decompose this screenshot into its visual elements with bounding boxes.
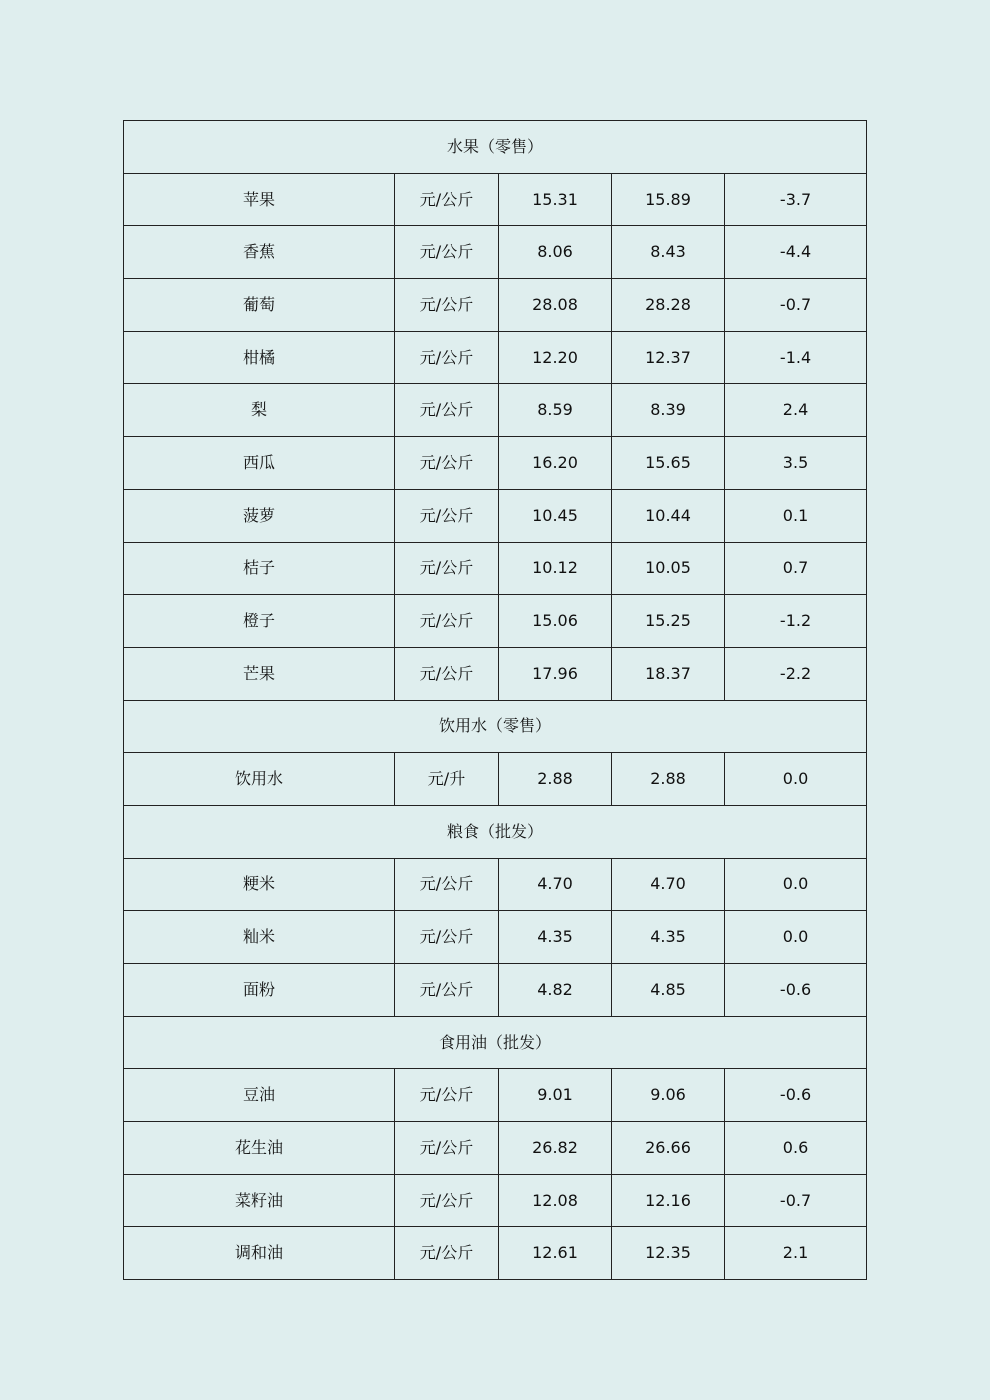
previous-price-cell: 9.06 xyxy=(612,1069,725,1122)
item-name-cell: 梨 xyxy=(124,384,395,437)
previous-price-cell: 10.05 xyxy=(612,542,725,595)
change-percent-cell: 2.4 xyxy=(725,384,867,437)
change-percent-cell: 3.5 xyxy=(725,437,867,490)
change-percent-cell: 0.0 xyxy=(725,858,867,911)
table-row xyxy=(124,753,867,806)
current-price-cell: 4.70 xyxy=(499,858,612,911)
change-percent-cell: -1.4 xyxy=(725,331,867,384)
change-percent-cell: 0.0 xyxy=(725,753,867,806)
unit-cell: 元/公斤 xyxy=(395,226,499,279)
current-price-cell: 15.06 xyxy=(499,595,612,648)
table-row xyxy=(124,595,867,648)
unit-cell: 元/公斤 xyxy=(395,1069,499,1122)
section-title: 饮用水（零售） xyxy=(124,700,867,753)
table-row xyxy=(124,964,867,1017)
item-name-cell: 西瓜 xyxy=(124,437,395,490)
change-percent-cell: -2.2 xyxy=(725,647,867,700)
current-price-cell: 26.82 xyxy=(499,1122,612,1175)
change-percent-cell: -1.2 xyxy=(725,595,867,648)
change-percent-cell: -0.6 xyxy=(725,964,867,1017)
change-percent-cell: -3.7 xyxy=(725,173,867,226)
current-price-cell: 12.61 xyxy=(499,1227,612,1280)
item-name-cell: 苹果 xyxy=(124,173,395,226)
unit-cell: 元/公斤 xyxy=(395,279,499,332)
current-price-cell: 4.82 xyxy=(499,964,612,1017)
current-price-cell: 16.20 xyxy=(499,437,612,490)
change-percent-cell: 0.6 xyxy=(725,1122,867,1175)
change-percent-cell: 2.1 xyxy=(725,1227,867,1280)
current-price-cell: 8.06 xyxy=(499,226,612,279)
previous-price-cell: 12.16 xyxy=(612,1174,725,1227)
item-name-cell: 香蕉 xyxy=(124,226,395,279)
section-header-row xyxy=(124,1016,867,1069)
unit-cell: 元/公斤 xyxy=(395,437,499,490)
section-header-row xyxy=(124,805,867,858)
previous-price-cell: 12.37 xyxy=(612,331,725,384)
item-name-cell: 桔子 xyxy=(124,542,395,595)
previous-price-cell: 28.28 xyxy=(612,279,725,332)
current-price-cell: 8.59 xyxy=(499,384,612,437)
previous-price-cell: 15.89 xyxy=(612,173,725,226)
unit-cell: 元/公斤 xyxy=(395,595,499,648)
change-percent-cell: -0.6 xyxy=(725,1069,867,1122)
item-name-cell: 饮用水 xyxy=(124,753,395,806)
previous-price-cell: 18.37 xyxy=(612,647,725,700)
current-price-cell: 9.01 xyxy=(499,1069,612,1122)
table-row xyxy=(124,173,867,226)
item-name-cell: 调和油 xyxy=(124,1227,395,1280)
table-row xyxy=(124,1174,867,1227)
change-percent-cell: -0.7 xyxy=(725,1174,867,1227)
change-percent-cell: 0.7 xyxy=(725,542,867,595)
unit-cell: 元/公斤 xyxy=(395,1174,499,1227)
unit-cell: 元/公斤 xyxy=(395,489,499,542)
previous-price-cell: 26.66 xyxy=(612,1122,725,1175)
current-price-cell: 12.08 xyxy=(499,1174,612,1227)
section-title: 水果（零售） xyxy=(124,121,867,174)
previous-price-cell: 12.35 xyxy=(612,1227,725,1280)
current-price-cell: 10.45 xyxy=(499,489,612,542)
table-row xyxy=(124,858,867,911)
section-title: 食用油（批发） xyxy=(124,1016,867,1069)
previous-price-cell: 2.88 xyxy=(612,753,725,806)
unit-cell: 元/公斤 xyxy=(395,1122,499,1175)
table-row xyxy=(124,1227,867,1280)
table-row xyxy=(124,1122,867,1175)
table-row xyxy=(124,489,867,542)
table-row xyxy=(124,331,867,384)
unit-cell: 元/公斤 xyxy=(395,858,499,911)
section-header-row xyxy=(124,121,867,174)
unit-cell: 元/公斤 xyxy=(395,1227,499,1280)
previous-price-cell: 15.65 xyxy=(612,437,725,490)
item-name-cell: 粳米 xyxy=(124,858,395,911)
section-header-row xyxy=(124,700,867,753)
item-name-cell: 柑橘 xyxy=(124,331,395,384)
previous-price-cell: 4.85 xyxy=(612,964,725,1017)
current-price-cell: 17.96 xyxy=(499,647,612,700)
unit-cell: 元/公斤 xyxy=(395,331,499,384)
price-table xyxy=(123,120,867,1280)
previous-price-cell: 4.35 xyxy=(612,911,725,964)
item-name-cell: 葡萄 xyxy=(124,279,395,332)
table-row xyxy=(124,384,867,437)
unit-cell: 元/公斤 xyxy=(395,542,499,595)
table-row xyxy=(124,647,867,700)
change-percent-cell: 0.1 xyxy=(725,489,867,542)
previous-price-cell: 15.25 xyxy=(612,595,725,648)
item-name-cell: 芒果 xyxy=(124,647,395,700)
item-name-cell: 籼米 xyxy=(124,911,395,964)
current-price-cell: 12.20 xyxy=(499,331,612,384)
previous-price-cell: 8.39 xyxy=(612,384,725,437)
current-price-cell: 28.08 xyxy=(499,279,612,332)
item-name-cell: 菠萝 xyxy=(124,489,395,542)
table-row xyxy=(124,1069,867,1122)
current-price-cell: 15.31 xyxy=(499,173,612,226)
price-table-body xyxy=(124,121,867,1280)
unit-cell: 元/公斤 xyxy=(395,964,499,1017)
change-percent-cell: 0.0 xyxy=(725,911,867,964)
previous-price-cell: 8.43 xyxy=(612,226,725,279)
previous-price-cell: 4.70 xyxy=(612,858,725,911)
unit-cell: 元/公斤 xyxy=(395,911,499,964)
unit-cell: 元/公斤 xyxy=(395,173,499,226)
change-percent-cell: -0.7 xyxy=(725,279,867,332)
item-name-cell: 面粉 xyxy=(124,964,395,1017)
section-title: 粮食（批发） xyxy=(124,805,867,858)
change-percent-cell: -4.4 xyxy=(725,226,867,279)
unit-cell: 元/公斤 xyxy=(395,384,499,437)
item-name-cell: 橙子 xyxy=(124,595,395,648)
unit-cell: 元/公斤 xyxy=(395,647,499,700)
current-price-cell: 10.12 xyxy=(499,542,612,595)
previous-price-cell: 10.44 xyxy=(612,489,725,542)
current-price-cell: 4.35 xyxy=(499,911,612,964)
item-name-cell: 菜籽油 xyxy=(124,1174,395,1227)
item-name-cell: 豆油 xyxy=(124,1069,395,1122)
table-row xyxy=(124,542,867,595)
current-price-cell: 2.88 xyxy=(499,753,612,806)
table-row xyxy=(124,279,867,332)
item-name-cell: 花生油 xyxy=(124,1122,395,1175)
table-row xyxy=(124,911,867,964)
unit-cell: 元/升 xyxy=(395,753,499,806)
table-row xyxy=(124,437,867,490)
table-row xyxy=(124,226,867,279)
